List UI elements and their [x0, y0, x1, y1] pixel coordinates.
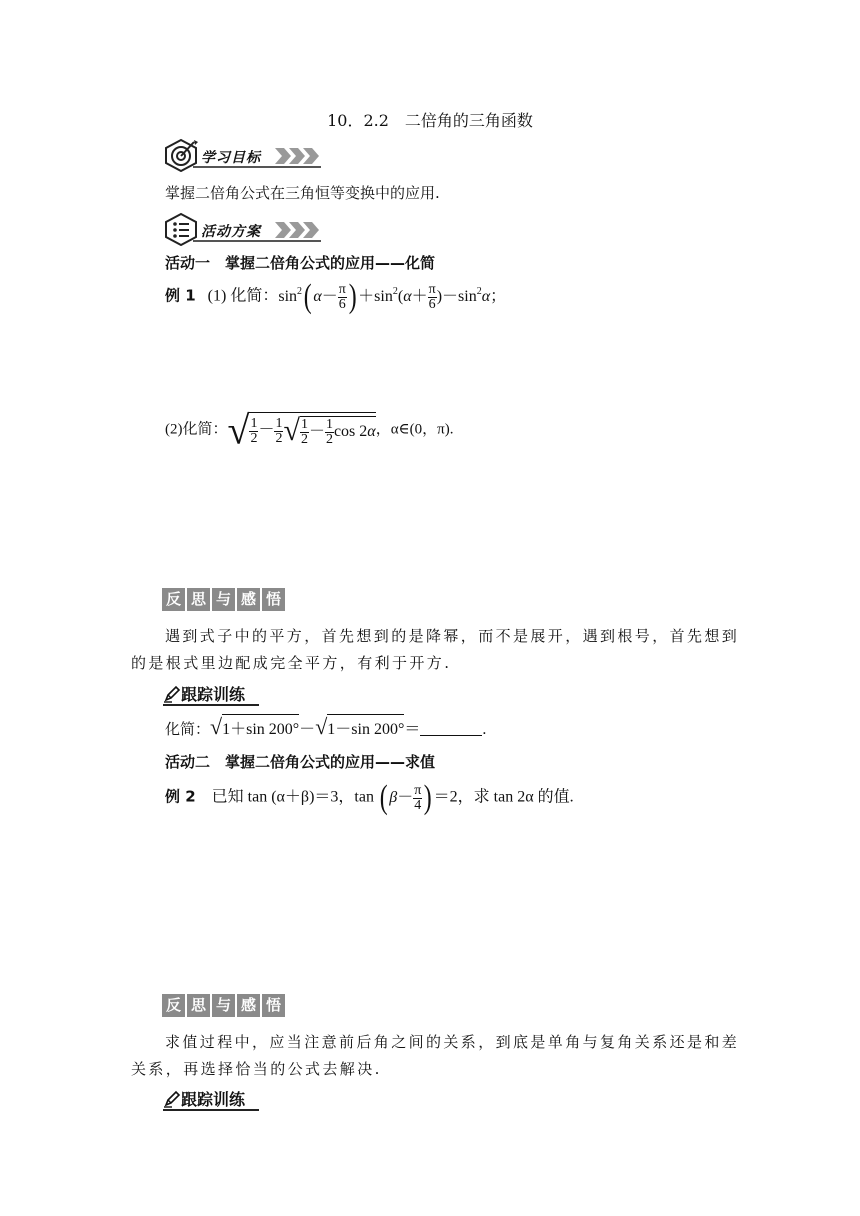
chevrons-icon: [275, 222, 325, 238]
banner-underline: [193, 240, 321, 242]
section-banner-activities: [163, 212, 323, 246]
reflection-badge-2: 反 思 与 感 悟: [162, 994, 285, 1017]
example1-part2-suffix: ，α∈(0，π).: [375, 421, 454, 438]
tracking-heading-1: [163, 682, 245, 705]
tracking-label-2: 跟踪训练: [181, 1090, 246, 1109]
section-label-goals: 学习目标: [201, 150, 261, 166]
banner-underline: [193, 166, 321, 168]
section-label-activities: 活动方案: [201, 224, 261, 240]
example1-part2: [165, 407, 454, 452]
tracking-underline: [163, 704, 259, 706]
pencil-icon: [163, 685, 181, 703]
example2-text-b: ＝2，求 tan 2α 的值.: [433, 788, 574, 806]
activity2-heading: 活动二 掌握二倍角公式的应用——求值: [165, 753, 436, 771]
example2: [165, 779, 574, 816]
page-title: 10．2.2 二倍角的三角函数: [327, 111, 533, 130]
chevrons-icon: [275, 148, 325, 164]
example2-text-a: 已知 tan (α＋β)＝3，tan: [211, 788, 374, 806]
reflection-badge-1: 反 思 与 感 悟: [162, 588, 285, 611]
tracking-label-1: 跟踪训练: [181, 685, 246, 704]
formula-3: ( β－ $\frac{\pi}{4}$ ): [379, 779, 432, 816]
tracking-heading-2: [163, 1087, 245, 1110]
tracking1-question: 化简：√1＋sin 200°－√1－sin 200°＝ .: [165, 714, 487, 739]
example1-part2-prefix: (2)化简：: [165, 421, 228, 438]
reflection1-line1: 遇到式子中的平方，首先想到的是降幂，而不是展开，遇到根号，首先想到: [165, 627, 740, 645]
formula-2: √ $\frac{1}{2}$ － $\frac{1}{2}$ √ $\frac{1}{2}$ － $\frac{1}{2}$ cos 2α: [227, 407, 376, 452]
answer-blank[interactable]: [420, 721, 482, 736]
example1-label: 例 1: [165, 286, 196, 305]
reflection2-line2: 关系，再选择恰当的公式去解决.: [131, 1060, 382, 1078]
example1-part1: [165, 278, 507, 315]
pencil-icon: [163, 1090, 181, 1108]
formula-1: $\sin^2$( α－ $\frac{\pi}{6}$ ) $+\sin^2(\alpha+$ $\frac{\pi}{6}$ )$-\sin^2\alpha$；: [278, 278, 507, 315]
reflection2-line1: 求值过程中，应当注意前后角之间的关系，到底是单角与复角关系还是和差: [165, 1033, 740, 1051]
goals-text: 掌握二倍角公式在三角恒等变换中的应用.: [165, 184, 440, 202]
activity1-heading: 活动一 掌握二倍角公式的应用——化简: [165, 254, 436, 272]
section-banner-goals: [163, 138, 323, 172]
example1-part1-prefix: (1) 化简：: [207, 287, 279, 305]
reflection1-line2: 的是根式里边配成完全平方，有利于开方.: [131, 654, 452, 672]
example2-label: 例 2: [165, 787, 196, 806]
tracking-underline: [163, 1109, 259, 1111]
